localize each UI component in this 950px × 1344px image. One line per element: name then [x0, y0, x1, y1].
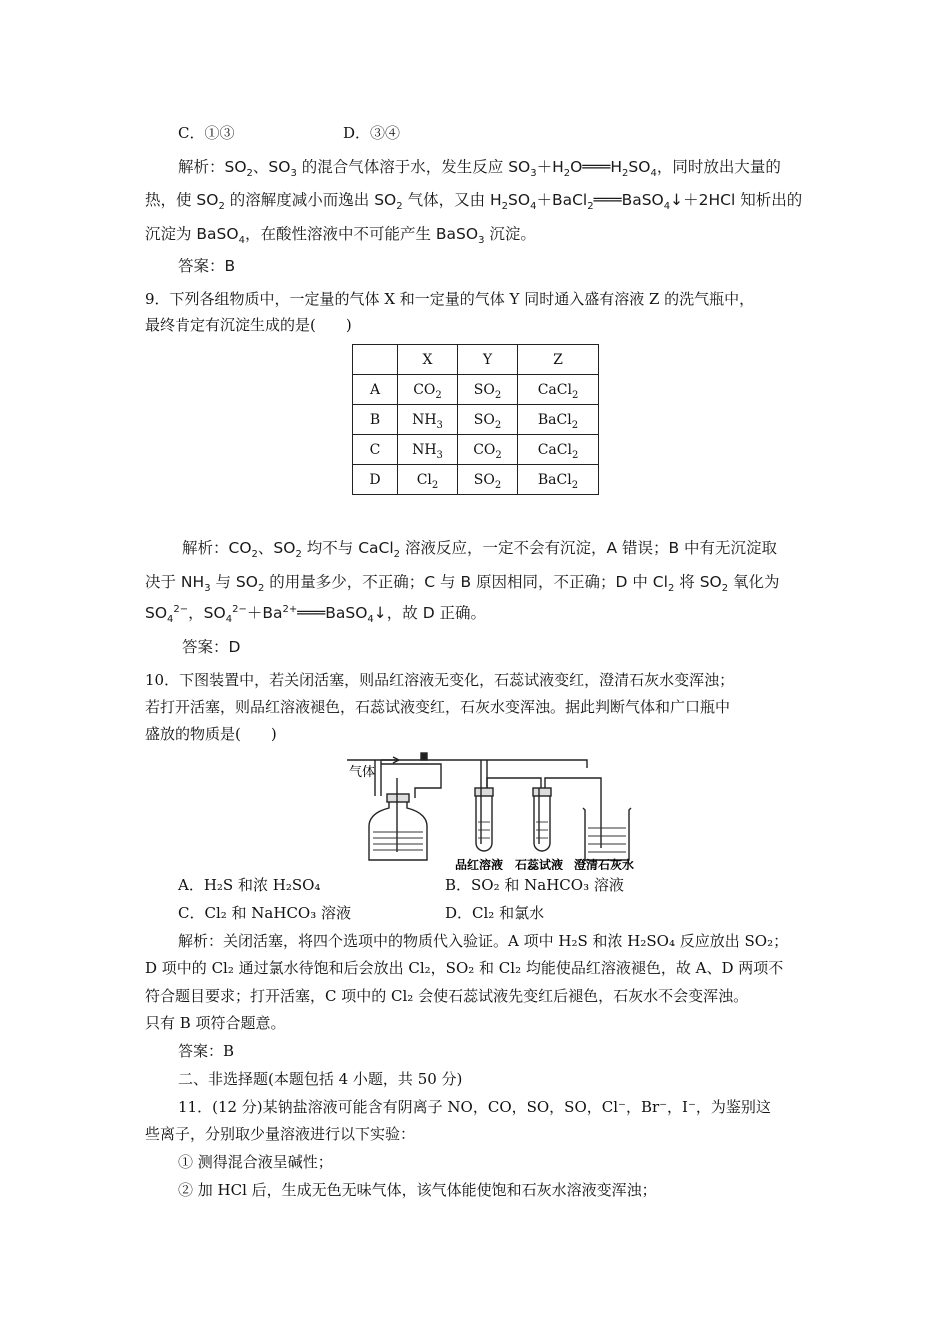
- tube2-stopper: [533, 788, 551, 796]
- cell-x: $CO_2$: [398, 375, 458, 405]
- tube1-stopper: [475, 788, 493, 796]
- table-row: [353, 435, 599, 465]
- q10-answer: 答案：B: [178, 1042, 235, 1060]
- q8-answer: 答案：B: [178, 257, 236, 275]
- q9-analysis-line3: $SO_4^{2-}$，$SO_4^{2-}+Ba^{2+}═══BaSO_4↓$，故 D 正确。: [145, 603, 487, 626]
- apparatus-figure: [345, 748, 645, 870]
- q10-option-a: A．H₂S 和浓 H₂SO₄: [178, 876, 321, 894]
- q9-analysis-line2: 决于 $NH_3$ 与 $SO_2$ 的用量多少，不正确；C 与 B 原因相同，不正确；D 中 $Cl_2$ 将 $SO_2$ 氧化为: [145, 573, 780, 595]
- q10-analysis-line1: 解析：关闭活塞，将四个选项中的物质代入验证。A 项中 H₂S 和浓 H₂SO₄ 反应放出 SO₂；: [178, 932, 789, 950]
- q8-analysis-line2: 热，使 $SO_2$ 的溶解度减小而逸出 $SO_2$ 气体，又由 $H_2SO_4+BaCl_2═══BaSO_4↓+2HCl$ 知析出的: [145, 191, 803, 213]
- cell-x: $NH_3$: [398, 405, 458, 435]
- test-tube-litmus: [534, 796, 550, 851]
- q10-option-b: B．SO₂ 和 NaHCO₃ 溶液: [445, 876, 624, 894]
- cell-x: $Cl_2$: [398, 465, 458, 495]
- q8-analysis-line3: 沉淀为 BaSO$_4$，在酸性溶液中不可能产生 BaSO$_3$ 沉淀。: [145, 225, 536, 247]
- q8-analysis-line1: 解析：$SO_2$、$SO_3$ 的混合气体溶于水，发生反应 $SO_3+H_2O═══H_2SO_4$，同时放出大量的: [178, 158, 781, 180]
- q10-stem-line2: 若打开活塞，则品红溶液褪色，石蕊试液变红，石灰水变浑浊。据此判断气体和广口瓶中: [145, 698, 731, 716]
- q11-stem-line2: 些离子，分别取少量溶液进行以下实验：: [145, 1125, 416, 1143]
- q10-option-d: D．Cl₂ 和氯水: [445, 904, 545, 922]
- wide-mouth-bottle: [369, 800, 427, 860]
- inlet-tube: [375, 760, 381, 796]
- q9-analysis-line1: 解析：$CO_2$、$SO_2$ 均不与 CaCl$_2$ 溶液反应，一定不会有沉淀，A 错误；B 中有无沉淀取: [182, 539, 778, 561]
- cell-z: BaCl$_2$: [518, 405, 599, 435]
- q10-analysis-line3: 符合题目要求；打开活塞，C 项中的 Cl₂ 会使石蕊试液先变红后褪色，石灰水不会变浑浊。: [145, 987, 749, 1005]
- tube1-pipes: [481, 760, 487, 844]
- bottle-stopper: [387, 794, 409, 802]
- cell-y: $SO_2$: [458, 465, 518, 495]
- row-label: A: [353, 375, 398, 405]
- table-row: [353, 465, 599, 495]
- link-pipe-1: [487, 778, 541, 788]
- q10-stem-line1: 10．下图装置中，若关闭活塞，则品红溶液无变化，石蕊试液变红，澄清石灰水变浑浊；: [145, 671, 735, 689]
- q10-analysis-line2: D 项中的 Cl₂ 通过氯水待饱和后会放出 Cl₂，SO₂ 和 Cl₂ 均能使品红溶液褪色，故 A、D 两项不: [145, 959, 784, 977]
- q10-option-c: C．Cl₂ 和 NaHCO₃ 溶液: [178, 904, 352, 922]
- row-label: B: [353, 405, 398, 435]
- test-tube-pink: [476, 796, 492, 851]
- label-limewater: 澄清石灰水: [574, 858, 635, 870]
- cell-z: BaCl$_2$: [518, 465, 599, 495]
- q10-analysis-line4: 只有 B 项符合题意。: [145, 1014, 286, 1032]
- table-header-cell: X: [398, 345, 458, 375]
- cell-x: $NH_3$: [398, 435, 458, 465]
- q8-option-d: D．③④: [343, 124, 401, 142]
- q11-step2: ② 加 HCl 后，生成无色无味气体，该气体能使饱和石灰水溶液变浑浊；: [178, 1181, 657, 1199]
- q11-step1: ① 测得混合液呈碱性；: [178, 1153, 333, 1171]
- table-header-cell: Y: [458, 345, 518, 375]
- stopcock-icon: [421, 753, 427, 760]
- q9-stem-line2: 最终肯定有沉淀生成的是( ): [145, 316, 352, 334]
- label-pink-solution: 品红溶液: [455, 858, 504, 870]
- gas-label: 气体: [349, 765, 376, 780]
- cell-y: $CO_2$: [458, 435, 518, 465]
- q9-answer: 答案：D: [182, 638, 241, 656]
- row-label: C: [353, 435, 398, 465]
- table-header-row: [353, 345, 599, 375]
- table-row: [353, 375, 599, 405]
- q11-stem-line1: 11．(12 分)某钠盐溶液可能含有阴离子 NO，CO，SO，SO，Cl⁻，Br⁻，I⁻，为鉴别这: [178, 1098, 771, 1116]
- row-label: D: [353, 465, 398, 495]
- table-row: [353, 405, 599, 435]
- q8-option-c: C．①③: [178, 124, 235, 142]
- label-litmus: 石蕊试液: [515, 858, 564, 870]
- q9-stem-line1: 9．下列各组物质中，一定量的气体 X 和一定量的气体 Y 同时通入盛有溶液 Z 的洗气瓶中，: [145, 290, 755, 308]
- table-header-cell: [353, 345, 398, 375]
- cell-z: CaCl$_2$: [518, 375, 599, 405]
- cell-y: $SO_2$: [458, 375, 518, 405]
- section-title: 二、非选择题(本题包括 4 小题，共 50 分): [178, 1070, 463, 1088]
- bypass-pipe: [381, 764, 441, 798]
- q9-options-table: [352, 344, 599, 495]
- table-header-cell: Z: [518, 345, 599, 375]
- cell-y: $SO_2$: [458, 405, 518, 435]
- cell-z: CaCl$_2$: [518, 435, 599, 465]
- q10-stem-line3: 盛放的物质是( ): [145, 725, 277, 743]
